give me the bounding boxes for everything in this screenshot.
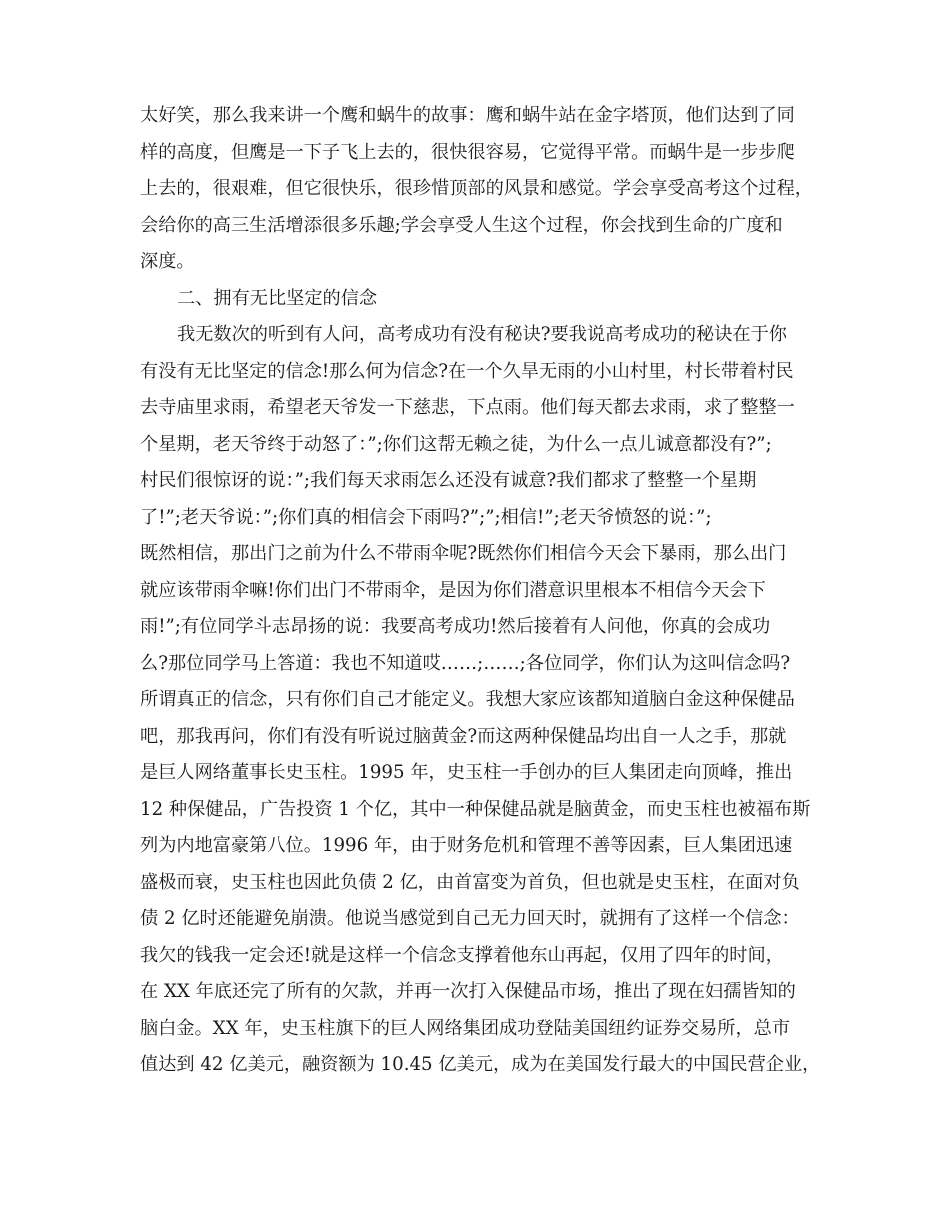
section-heading: 二、拥有无比坚定的信念 [177,287,378,309]
text-line: 所谓真正的信念，只有你们自己才能定义。我想大家应该都知道脑白金这种保健品 [140,689,795,710]
text-line: 么?那位同学马上答道：我也不知道哎……;……;各位同学，你们认为这叫信念吗? [140,652,791,674]
text-line: 值达到 42 亿美元，融资额为 10.45 亿美元，成为在美国发行最大的中国民营企业， [140,1054,821,1075]
text-line: 脑白金。XX 年，史玉柱旗下的巨人网络集团成功登陆美国纽约证券交易所，总市 [140,1017,791,1039]
text-line: 有没有无比坚定的信念!那么何为信念?在一个久旱无雨的小山村里，村长带着村民 [140,360,794,382]
text-line: 深度。 [140,251,195,272]
text-line: 12 种保健品，广告投资 1 个亿，其中一种保健品就是脑黄金，而史玉柱也被福布斯 [140,798,811,820]
text-line: 上去的，很艰难，但它很快乐，很珍惜顶部的风景和感觉。学会享受高考这个过程， [140,178,813,199]
text-line: 雨!”;有位同学斗志昂扬的说：我要高考成功!然后接着有人问他，你真的会成功 [140,616,771,637]
text-line: 太好笑，那么我来讲一个鹰和蜗牛的故事：鹰和蜗牛站在金字塔顶，他们达到了同 [140,105,795,126]
text-line: 吧，那我再问，你们有没有听说过脑黄金?而这两种保健品均出自一人之手，那就 [140,725,787,747]
text-line: 样的高度，但鹰是一下子飞上去的，很快很容易，它觉得平常。而蜗牛是一步步爬 [140,141,795,163]
text-line: 去寺庙里求雨，希望老天爷发一下慈悲，下点雨。他们每天都去求雨，求了整整一 [140,397,795,418]
text-line: 列为内地富豪第八位。1996 年，由于财务危机和管理不善等因素，巨人集团迅速 [140,835,793,856]
text-line: 债 2 亿时还能避免崩溃。他说当感觉到自己无力回天时，就拥有了这样一个信念： [140,908,800,929]
text-line: 就应该带雨伞嘛!你们出门不带雨伞，是因为你们潜意识里根本不相信今天会下 [140,579,766,601]
text-line: 盛极而衰，史玉柱也因此负债 2 亿，由首富变为首负，但也就是史玉柱，在面对负 [140,871,800,893]
text-line: 既然相信，那出门之前为什么不带雨伞呢?既然你们相信今天会下暴雨，那么出门 [140,543,787,564]
text-line: 个星期，老天爷终于动怒了：”;你们这帮无赖之徒，为什么一点儿诚意都没有?”; [140,433,772,455]
body-text [140,98,830,1084]
text-line: 村民们很惊讶的说：”;我们每天求雨怎么还没有诚意?我们都求了整整一个星期 [140,470,757,491]
text-line: 我无数次的听到有人问，高考成功有没有秘诀?要我说高考成功的秘诀在于你 [177,324,787,345]
text-line: 是巨人网络董事长史玉柱。1995 年，史玉柱一手创办的巨人集团走向顶峰，推出 [140,762,793,783]
text-line: 在 XX 年底还完了所有的欠款，并再一次打入保健品市场，推出了现在妇孺皆知的 [140,981,796,1002]
text-line: 会给你的高三生活增添很多乐趣;学会享受人生这个过程，你会找到生命的广度和 [140,214,783,236]
text-line: 了!”;老天爷说：”;你们真的相信会下雨吗?”;”;相信!”;老天爷愤怒的说：”; [140,506,712,528]
text-line: 我欠的钱我一定会还!就是这样一个信念支撑着他东山再起，仅用了四年的时间， [140,944,784,966]
